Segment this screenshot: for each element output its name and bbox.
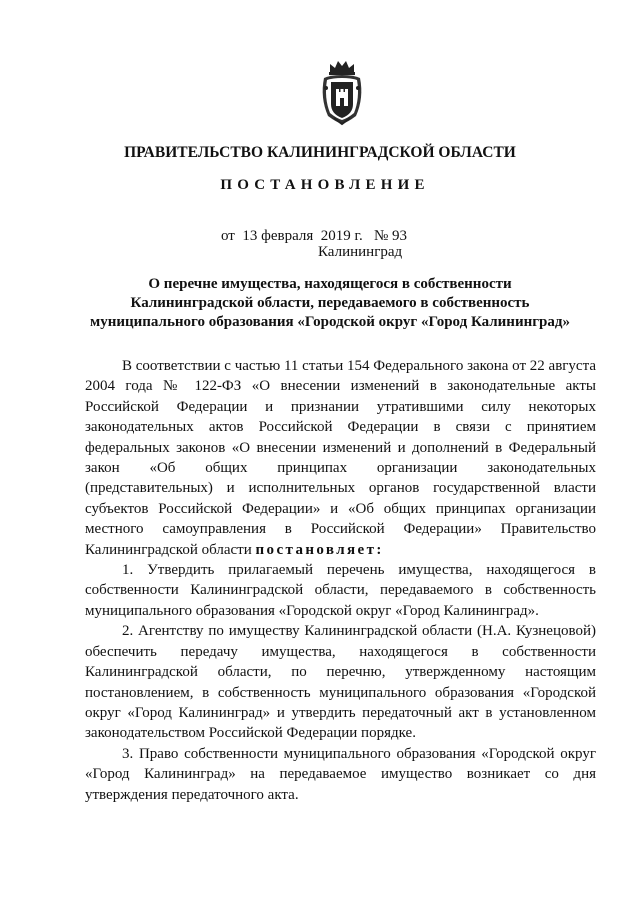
document-number: № 93 — [373, 228, 408, 244]
resolves-keyword: постановляет: — [255, 541, 384, 558]
item-paragraph: 2. Агентству по имуществу Калининградской области (Н.А. Кузнецовой) обеспечить передачу имущества, находящегося в собственности Калининградской области, по перечню, утвержденному настоящим постановлением, в собственность муниципального образования «Городской округ «Город Калининград» и утвердить передаточный акт в установленном законодательством Российской Федерации порядке. — [85, 623, 596, 742]
document-date: 13 февраля 2019 г. — [242, 228, 363, 244]
date-prefix: от — [221, 228, 235, 244]
document-subject — [60, 275, 600, 332]
preamble-paragraph — [85, 356, 596, 560]
date-line — [221, 228, 407, 245]
government-title: ПРАВИТЕЛЬСТВО КАЛИНИНГРАДСКОЙ ОБЛАСТИ — [124, 144, 516, 161]
item-paragraph: 3. Право собственности муниципального образования «Городской округ «Город Калининград» на передаваемое имущество возникает со дня утверждения передаточного акта. — [85, 745, 596, 803]
document-body — [85, 356, 596, 805]
preamble-text: В соответствии с частью 11 статьи 154 Федерального закона от 22 августа 2004 года № 122-ФЗ «О внесении изменений в законодательные акты Российской Федерации и признании утратившими силу некоторых законодательных актов Российской Федерации в связи с принятием федеральных законов «О внесении изменений и дополнений в Федеральный закон «Об общих принципах организации законодательных (представительных) и исполнительных органов государственной власти субъектов Российской Федерации» и «Об общих принципах организации местного самоуправления в Российской Федерации» Правительство Калининградской области — [85, 358, 596, 558]
document-type-title: ПОСТАНОВЛЕНИЕ — [220, 177, 430, 193]
city-label: Калининград — [318, 244, 403, 260]
subject-line: Калининградской области, передаваемого в собственность — [130, 295, 530, 311]
coat-of-arms-emblem — [318, 58, 366, 126]
coat-of-arms-icon — [318, 58, 366, 126]
item-paragraph: 1. Утвердить прилагаемый перечень имущества, находящегося в собственности Калининградской области, передаваемого в собственность муниципального образования «Городской округ «Город Калининград». — [85, 562, 596, 619]
subject-line: муниципального образования «Городской округ «Город Калининград» — [90, 314, 570, 330]
subject-line: О перечне имущества, находящегося в собственности — [148, 276, 512, 292]
